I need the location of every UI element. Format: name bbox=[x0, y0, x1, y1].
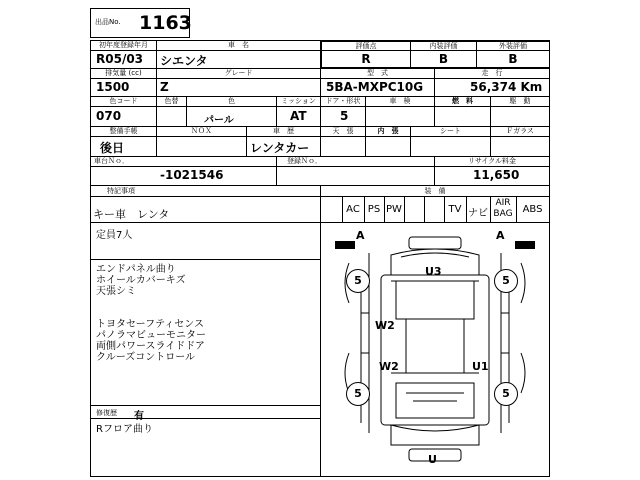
hdr-seat: シート bbox=[440, 127, 461, 135]
equipment-cell: AIR BAG bbox=[493, 198, 513, 219]
notes-line: 両側パワースライドドア bbox=[96, 341, 205, 352]
notes-line: クルーズコントロール bbox=[96, 352, 195, 363]
notes-line: トヨタセーフティセンス bbox=[96, 319, 204, 330]
damage-mark-w2-lower: W2 bbox=[379, 360, 399, 373]
equipment-cell: ABS bbox=[522, 204, 543, 215]
color-code: 070 bbox=[96, 109, 122, 123]
equipment-cell: PS bbox=[367, 204, 381, 215]
manual: 後日 bbox=[100, 141, 125, 155]
damage-mark-u3: U3 bbox=[425, 265, 442, 278]
notes-line: キー車 レンタ bbox=[93, 208, 170, 221]
history: レンタカー bbox=[250, 141, 310, 155]
displacement: 1500 bbox=[96, 80, 130, 94]
hdr-manual: 整備手帳 bbox=[109, 127, 138, 135]
hdr-fuel: 燃 料 bbox=[452, 97, 473, 105]
score: R bbox=[361, 52, 371, 66]
hdr-notes: 特記事項 bbox=[107, 187, 135, 195]
hdr-reg-no: 登録Ｎｏ． bbox=[287, 157, 322, 165]
grade: Z bbox=[160, 80, 169, 94]
hdr-nox: ＮＯＸ bbox=[191, 127, 212, 135]
hdr-mileage: 走 行 bbox=[481, 69, 503, 77]
tire-front-left: 5 bbox=[346, 269, 370, 293]
hdr-interior: 内装評価 bbox=[429, 42, 458, 50]
equipment-cell: AC bbox=[346, 204, 360, 215]
hdr-color: 色 bbox=[228, 97, 235, 105]
damage-mark-u-bottom: U bbox=[428, 453, 437, 466]
hdr-car-name: 車 名 bbox=[228, 41, 249, 49]
mileage: 56,374 Km bbox=[470, 80, 543, 94]
doors: 5 bbox=[340, 109, 349, 123]
hdr-history: 車 歴 bbox=[273, 127, 294, 135]
repair-label: 修復歴 bbox=[96, 409, 117, 417]
hdr-doors: ドア・形状 bbox=[325, 97, 361, 105]
damage-mark-w2-upper: W2 bbox=[375, 319, 395, 332]
tire-rear-left: 5 bbox=[346, 382, 370, 406]
hdr-sunroof: 天 張 bbox=[332, 127, 354, 135]
equipment-cell: PW bbox=[386, 204, 402, 215]
hdr-model: 型 式 bbox=[367, 69, 388, 77]
damage-mark-a-right: A bbox=[496, 229, 505, 242]
equipment-cell: TV bbox=[448, 204, 462, 215]
interior-grade: B bbox=[438, 52, 449, 66]
hdr-color-code: 色コード bbox=[109, 97, 138, 105]
repair-value: 有 bbox=[134, 411, 144, 422]
notes-line: パノラマビューモニター bbox=[96, 330, 206, 341]
notes-line: ホイールカバーキズ bbox=[96, 275, 186, 286]
chassis-no: -1021546 bbox=[160, 168, 224, 182]
hdr-mission: ミッション bbox=[281, 97, 316, 105]
hdr-displacement: 排気量 (cc) bbox=[105, 69, 142, 77]
car-name: シエンタ bbox=[160, 54, 208, 68]
recycle-fee: 11,650 bbox=[473, 168, 520, 182]
hdr-reg-year: 初年度登録年月 bbox=[99, 41, 148, 49]
repair-note: Rフロア曲り bbox=[96, 424, 153, 435]
hdr-inspection: 車 検 bbox=[389, 97, 411, 105]
vehicle-diagram bbox=[321, 223, 549, 476]
hdr-glass: Ｆガラス bbox=[506, 127, 534, 135]
equipment-cell: ナビ bbox=[468, 208, 488, 219]
model-code: 5BA-MXPC10G bbox=[326, 80, 424, 94]
hdr-equipment: 装 備 bbox=[424, 187, 446, 195]
hdr-exterior: 外装評価 bbox=[499, 42, 527, 50]
tire-rear-right: 5 bbox=[494, 382, 518, 406]
hdr-drive: 駆 動 bbox=[509, 97, 531, 105]
notes-line: エンドパネル曲り bbox=[96, 264, 176, 275]
color: パール bbox=[204, 115, 234, 126]
lot-number: 1163 bbox=[139, 12, 192, 34]
lot-label: 出品No. bbox=[95, 18, 121, 26]
damage-mark-u1: U1 bbox=[472, 360, 489, 373]
hdr-recycle: リサイクル料金 bbox=[467, 157, 517, 165]
reg-year: R05/03 bbox=[96, 52, 144, 66]
lot-box bbox=[90, 8, 190, 38]
notes-line: 天張シミ bbox=[96, 286, 136, 297]
damage-mark-a-left: A bbox=[356, 229, 365, 242]
mission: AT bbox=[290, 109, 307, 123]
hdr-grade: グレード bbox=[224, 69, 253, 77]
exterior-grade: B bbox=[508, 52, 518, 66]
hdr-color-no: 色替 bbox=[164, 97, 179, 105]
hdr-interior-lining: 内 張 bbox=[377, 127, 399, 135]
hdr-chassis: 車台Ｎｏ． bbox=[94, 157, 129, 165]
tire-front-right: 5 bbox=[494, 269, 518, 293]
equipment-row bbox=[321, 197, 549, 222]
hdr-score: 評価点 bbox=[355, 42, 377, 50]
notes-line: 定員7人 bbox=[96, 230, 133, 241]
